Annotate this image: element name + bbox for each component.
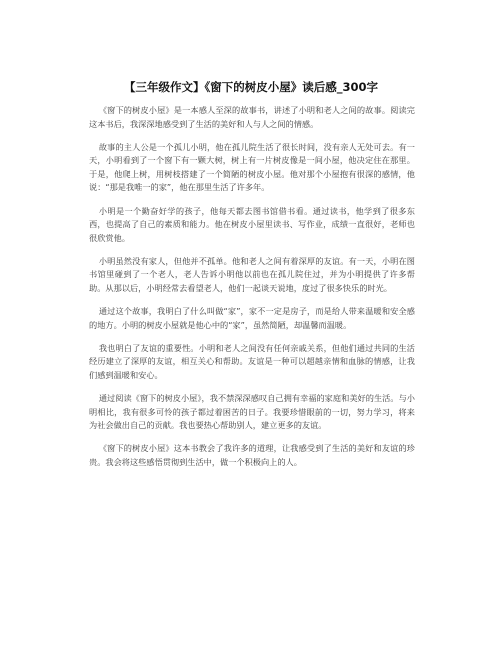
- paragraph-8: 《窗下的树皮小屋》这本书教会了我许多的道理，让我感受到了生活的美好和友谊的珍贵。我会将这些感悟贯彻到生活中，做一个积极向上的人。: [89, 443, 415, 467]
- paragraph-1: 《窗下的树皮小屋》是一本感人至深的故事书，讲述了小明和老人之间的故事。阅读完这本书后，我深深地感受到了生活的美好和人与人之间的情感。: [89, 105, 415, 129]
- paragraph-5: 通过这个故事，我明白了什么叫做“家”，家不一定是房子，而是给人带来温暖和安全感的地方。小明的树皮小屋就是他心中的“家”，虽然简陋，却温馨而温暖。: [89, 306, 415, 330]
- document-title: 【三年级作文】《窗下的树皮小屋》读后感_300字: [123, 80, 378, 94]
- paragraph-7: 通过阅读《窗下的树皮小屋》，我不禁深深感叹自己拥有幸福的家庭和美好的生活。与小明相比，我有很多可怜的孩子都过着困苦的日子。我要珍惜眼前的一切，努力学习，将来为社会做出自己的贡献。我也要热心帮助别人，建立更多的友谊。: [89, 393, 415, 431]
- paragraph-6: 我也明白了友谊的重要性。小明和老人之间没有任何亲戚关系，但他们通过共同的生活经历建立了深厚的友谊，相互关心和帮助。友谊是一种可以超越亲情和血脉的情感，让我们感到温暖和安心。: [89, 342, 415, 380]
- document-body: [89, 104, 415, 479]
- paragraph-3: 小明是一个勤奋好学的孩子，他每天都去图书馆借书看。通过读书，他学到了很多东西，也提高了自己的素质和能力。他在树皮小屋里读书、写作业，成绩一直很好，老师也很欣赏他。: [89, 205, 415, 243]
- paragraph-4: 小明虽然没有家人，但他并不孤单。他和老人之间有着深厚的友谊。有一天，小明在图书馆里碰到了一个老人，老人告诉小明他以前也在孤儿院住过，并为小明提供了许多帮助。从那以后，小明经常去看望老人，他们一起谈天说地，度过了很多快乐的时光。: [89, 255, 415, 294]
- paragraph-2: 故事的主人公是一个孤儿小明，他在孤儿院生活了很长时间，没有亲人无处可去。有一天，小明看到了一个窗下有一颗大树，树上有一片树皮像是一间小屋，他决定住在那里。于是，他爬上树，用树枝搭建了一个简陋的树皮小屋。他对那个小屋抱有很深的感情，他说：“那是我唯一的家”，他在那里生活了许多年。: [89, 141, 415, 193]
